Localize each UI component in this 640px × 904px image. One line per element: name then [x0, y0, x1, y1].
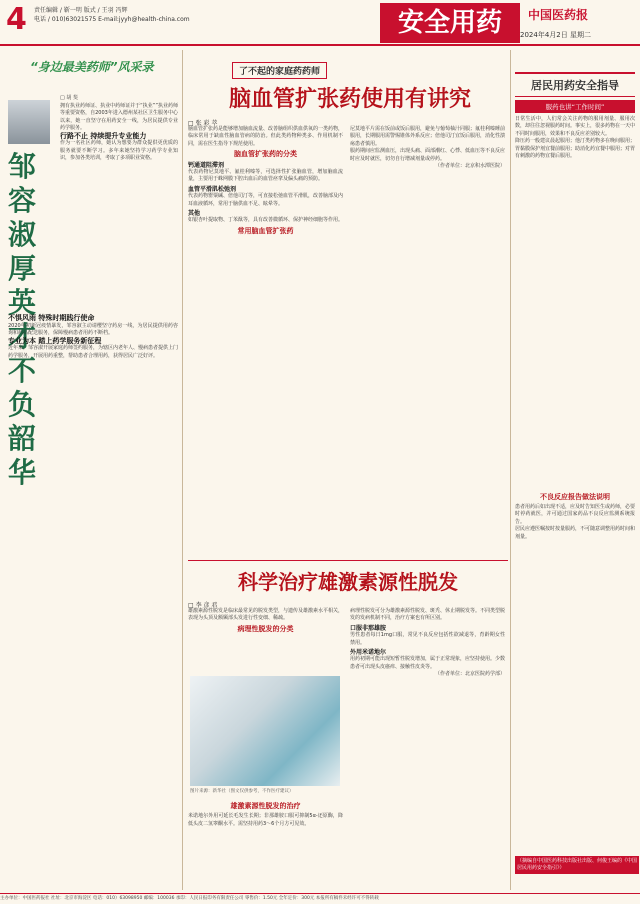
article1-sub1: 钙通道阻滞剂	[188, 161, 225, 169]
pharmacist-photo	[8, 100, 50, 144]
profile-section3-text: 近年来，邹容淑开展家庭药师签约服务，为辖区内老年人、慢病患者提供上门药学服务，开展用药重整，帮助患者合理用药，获得居民广泛好评。	[8, 345, 179, 359]
article2-heading2: 雄激素源性脱发的治疗	[230, 802, 301, 810]
profile-intro: 拥有执业药师证、执业中药师证并于“执业””执业药师等重要资格，自2003年进入德州某社区卫生服务中心以来，她一直坚守在用药安全一线，为居民提供专业药学服务。	[60, 102, 178, 131]
editor-info	[34, 6, 190, 24]
profile-section2-title: 不惧风雨 特殊时期践行使命	[8, 314, 95, 322]
article1-author-note: （作者单位：北京积水潭医院）	[434, 163, 505, 170]
profile-section2-text: 2020年初新冠疫情暴发，邹容淑主动请缨坚守药房一线，为居民提供用药咨询和药品配送服务，保障慢病患者用药不断档。	[8, 322, 178, 336]
article1-text3: 如银杏叶提取物、丁苯酞等，具有改善微循环、保护神经细胞等作用。	[188, 217, 344, 224]
article1-author: □ 张 彩 萃	[188, 120, 218, 127]
header-rule	[0, 44, 640, 46]
guide-text4: 居民应遵医嘱按时按量服药，不可随意调整用药时间和剂量。	[515, 526, 636, 540]
issue-date: 2024年4月2日 星期二	[520, 31, 591, 39]
article-divider	[188, 560, 508, 561]
section-banner: 安全用药	[380, 3, 520, 43]
paper-logo: 中国医药报	[528, 8, 589, 22]
guide-text2: 降压药一般建议晨起服用；他汀类药物多在晚间服用；胃黏膜保护剂宜餐前服用；助消化药宜餐中服用；对胃有刺激的药物宜餐后服用。	[515, 138, 636, 160]
article1-column1	[188, 126, 343, 238]
article1-intro: 脑血管扩张药是能够增加脑血流量、改善脑组织供血供氧的一类药物，临床常用于缺血性脑血管病的防治。但此类药物种类多、作用机制不同，需在医生指导下规范使用。	[188, 126, 344, 147]
profile-body-column	[8, 315, 178, 360]
column-divider	[182, 50, 183, 890]
profile-section1-title: 行路不止 持续提升专业能力	[60, 131, 147, 140]
article1-text2: 代表药物罂粟碱、倍他司汀等，可直接松弛血管平滑肌，改善脑部及内耳血液循环，常用于脑供血不足、眩晕等。	[188, 193, 344, 207]
article1-title: 脑血管扩张药使用有讲究	[228, 86, 471, 112]
profile-section1-text: 作为一名社区药师，她认为想要为群众提供更优质的服务就要不断学习。多年来她坚持学习药学专业知识，参加各类培训，考取了多项职业资格。	[60, 140, 178, 161]
footer-imprint: 主办单位：中国医药报社 社址：北京市海淀区 电话：010）63098950 邮编：100036 承印：人民日报印务有限责任公司 零售价：1.50元 全年定价：300元 本报所有稿件未经许可不得转载	[0, 893, 640, 904]
article2-text2: 米诺地尔外用可延长毛发生长期；非那雄胺口服可抑制5α-还原酶，降低头皮二氢睾酮水平。需坚持用药3～6个月方可见效。	[188, 813, 343, 827]
article1-text4: 尼莫地平片需在饭前或饭后服用，避免与葡萄柚汁同服；氟桂利嗪睡前服用，长期服用需警惕锥体外系反应；倍他司汀宜饭后服用，消化性溃疡患者慎用。	[350, 126, 506, 147]
column-divider-right	[510, 50, 511, 890]
article2-author: □ 李 彦 君	[188, 602, 218, 609]
article2-text3: 男性患者每日1mg口服，常见不良反应包括性欲减退等，育龄期女性禁用。	[350, 632, 505, 646]
article2-column2	[350, 608, 505, 679]
article2-sub2: 外用米诺地尔	[350, 649, 387, 657]
article2-author-note: （作者单位：北京医院药学部）	[434, 671, 505, 678]
page-number: 4	[6, 2, 27, 37]
column-name: “身边最美药师”风采录	[30, 60, 154, 74]
article1-sub3: 其他	[188, 210, 201, 218]
article2-column1-lower	[188, 800, 343, 828]
photo-caption: 图片来源：新华社（图文仅供参考，不作医疗建议）	[190, 789, 294, 794]
profile-byline: □ 胡 斐	[60, 95, 78, 101]
guide-body	[515, 116, 635, 160]
guide-subtitle: 服药也讲“工作时间”	[515, 100, 635, 113]
editor-line: 责任编辑 / 靳一明 版式 / 王羽 冯辉	[34, 7, 128, 14]
profile-section3-title: 专业为本 踏上药学服务新征程	[8, 336, 102, 345]
article1-text5: 服药期间应监测血压，出现头痛、面部潮红、心悸、低血压等不良反应时应及时就医，切勿自行增减剂量或停药。	[350, 148, 506, 162]
guide-body2	[515, 504, 635, 541]
profile-intro-column	[60, 95, 178, 163]
guide-text1: 日常生活中，人们常会关注药物的服用剂量、服用次数，却往往忽视服药时间。事实上，很多药物在一天中不同时间服用，效果和不良反应差别较大。	[515, 116, 636, 137]
guide-text3: 患者用药后如出现不适，应及时告知医生或药师，必要时停药就医，并可通过国家药品不良反应监测系统报告。	[515, 504, 636, 525]
article2-title: 科学治疗雄激素源性脱发	[238, 570, 458, 594]
article1-column2	[350, 126, 505, 170]
article2-intro: 雄激素源性脱发是临床最常见的脱发类型，与遗传及雄激素水平相关，表现为头顶及额颞部头发进行性变细、稀疏。	[188, 608, 344, 622]
article2-column1	[188, 608, 343, 636]
article1-sub2: 血管平滑肌松弛剂	[188, 185, 237, 193]
article1-heading2: 常用脑血管扩张药	[237, 226, 294, 235]
article1-text1: 代表药物尼莫地平、氟桂利嗪等，可选择性扩张脑血管，增加脑血流量，主要用于蛛网膜下腔出血后的血管痉挛及偏头痛的预防。	[188, 169, 343, 183]
article1-tag: 了不起的家庭药药师	[232, 62, 327, 79]
article2-text4: 用药初期可能出现短暂性脱发增加，属于正常现象，应坚持使用。少数患者可出现头皮瘙痒、接触性皮炎等。	[350, 656, 506, 670]
profile-big-title: 邹 容 淑 厚 英 才 不 负 韶 华	[8, 150, 37, 489]
article2-heading1: 病理性脱发的分类	[237, 624, 294, 633]
guide-source-note: （摘编自中国医药科技出版社出版、何俊王编的《中国居民用药安全指引》）	[515, 856, 639, 874]
guide-title: 居民用药安全指导	[515, 72, 635, 97]
phone-line: 电话 / 010)63021575 E-mail:jyyh@health-china.com	[34, 16, 190, 23]
article2-sub1: 口服非那雄胺	[350, 624, 387, 632]
guide-subtitle2: 不良反应报告做法说明	[540, 493, 610, 501]
article2-text1: 病理性脱发可分为雄激素源性脱发、斑秃、休止期脱发等。不同类型脱发的发病机制不同，治疗方案也有所区别。	[350, 608, 506, 622]
hair-product-photo	[190, 676, 340, 786]
article1-heading1: 脑血管扩张药的分类	[234, 150, 297, 159]
